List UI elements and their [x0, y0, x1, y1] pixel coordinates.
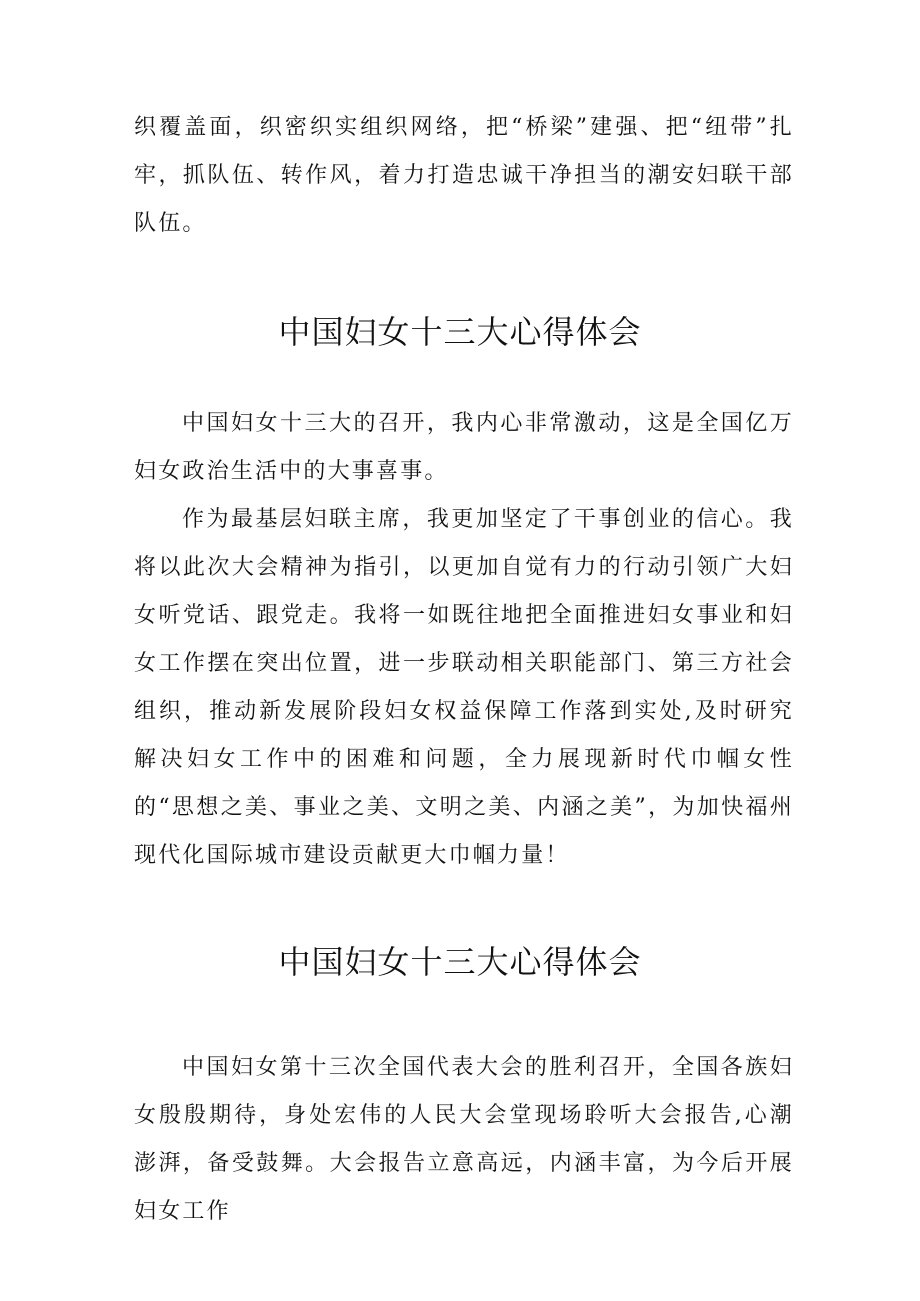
- section-1-paragraph-2: 作为最基层妇联主席，我更加坚定了干事创业的信心。我将以此次大会精神为指引，以更加自觉有力的行动引领广大妇女听党话、跟党走。我将一如既往地把全面推进妇女事业和妇女工作摆在突出位置，进一步联动相关职能部门、第三方社会组织，推动新发展阶段妇女权益保障工作落到实处,及时研究解决妇女工作中的困难和问题，全力展现新时代巾帼女性的“思想之美、事业之美、文明之美、内涵之美”，为加快福州现代化国际城市建设贡献更大巾帼力量！: [134, 507, 794, 868]
- section-2-paragraph-1: 中国妇女第十三次全国代表大会的胜利召开，全国各族妇女殷殷期待，身处宏伟的人民大会堂现场聆听大会报告,心潮澎湃，备受鼓舞。大会报告立意高远，内涵丰富，为今后开展妇女工作: [134, 1055, 794, 1224]
- continuation-paragraph: 织覆盖面，织密织实组织网络，把“桥梁”建强、把“纽带”扎牢，抓队伍、转作风，着力打造忠诚干净担当的潮安妇联干部队伍。: [134, 115, 794, 236]
- section-title-2: 中国妇女十三大心得体会: [278, 943, 642, 981]
- section-title-1: 中国妇女十三大心得体会: [278, 313, 642, 351]
- section-1-paragraph-1: 中国妇女十三大的召开，我内心非常激动，这是全国亿万妇女政治生活中的大事喜事。: [134, 411, 794, 484]
